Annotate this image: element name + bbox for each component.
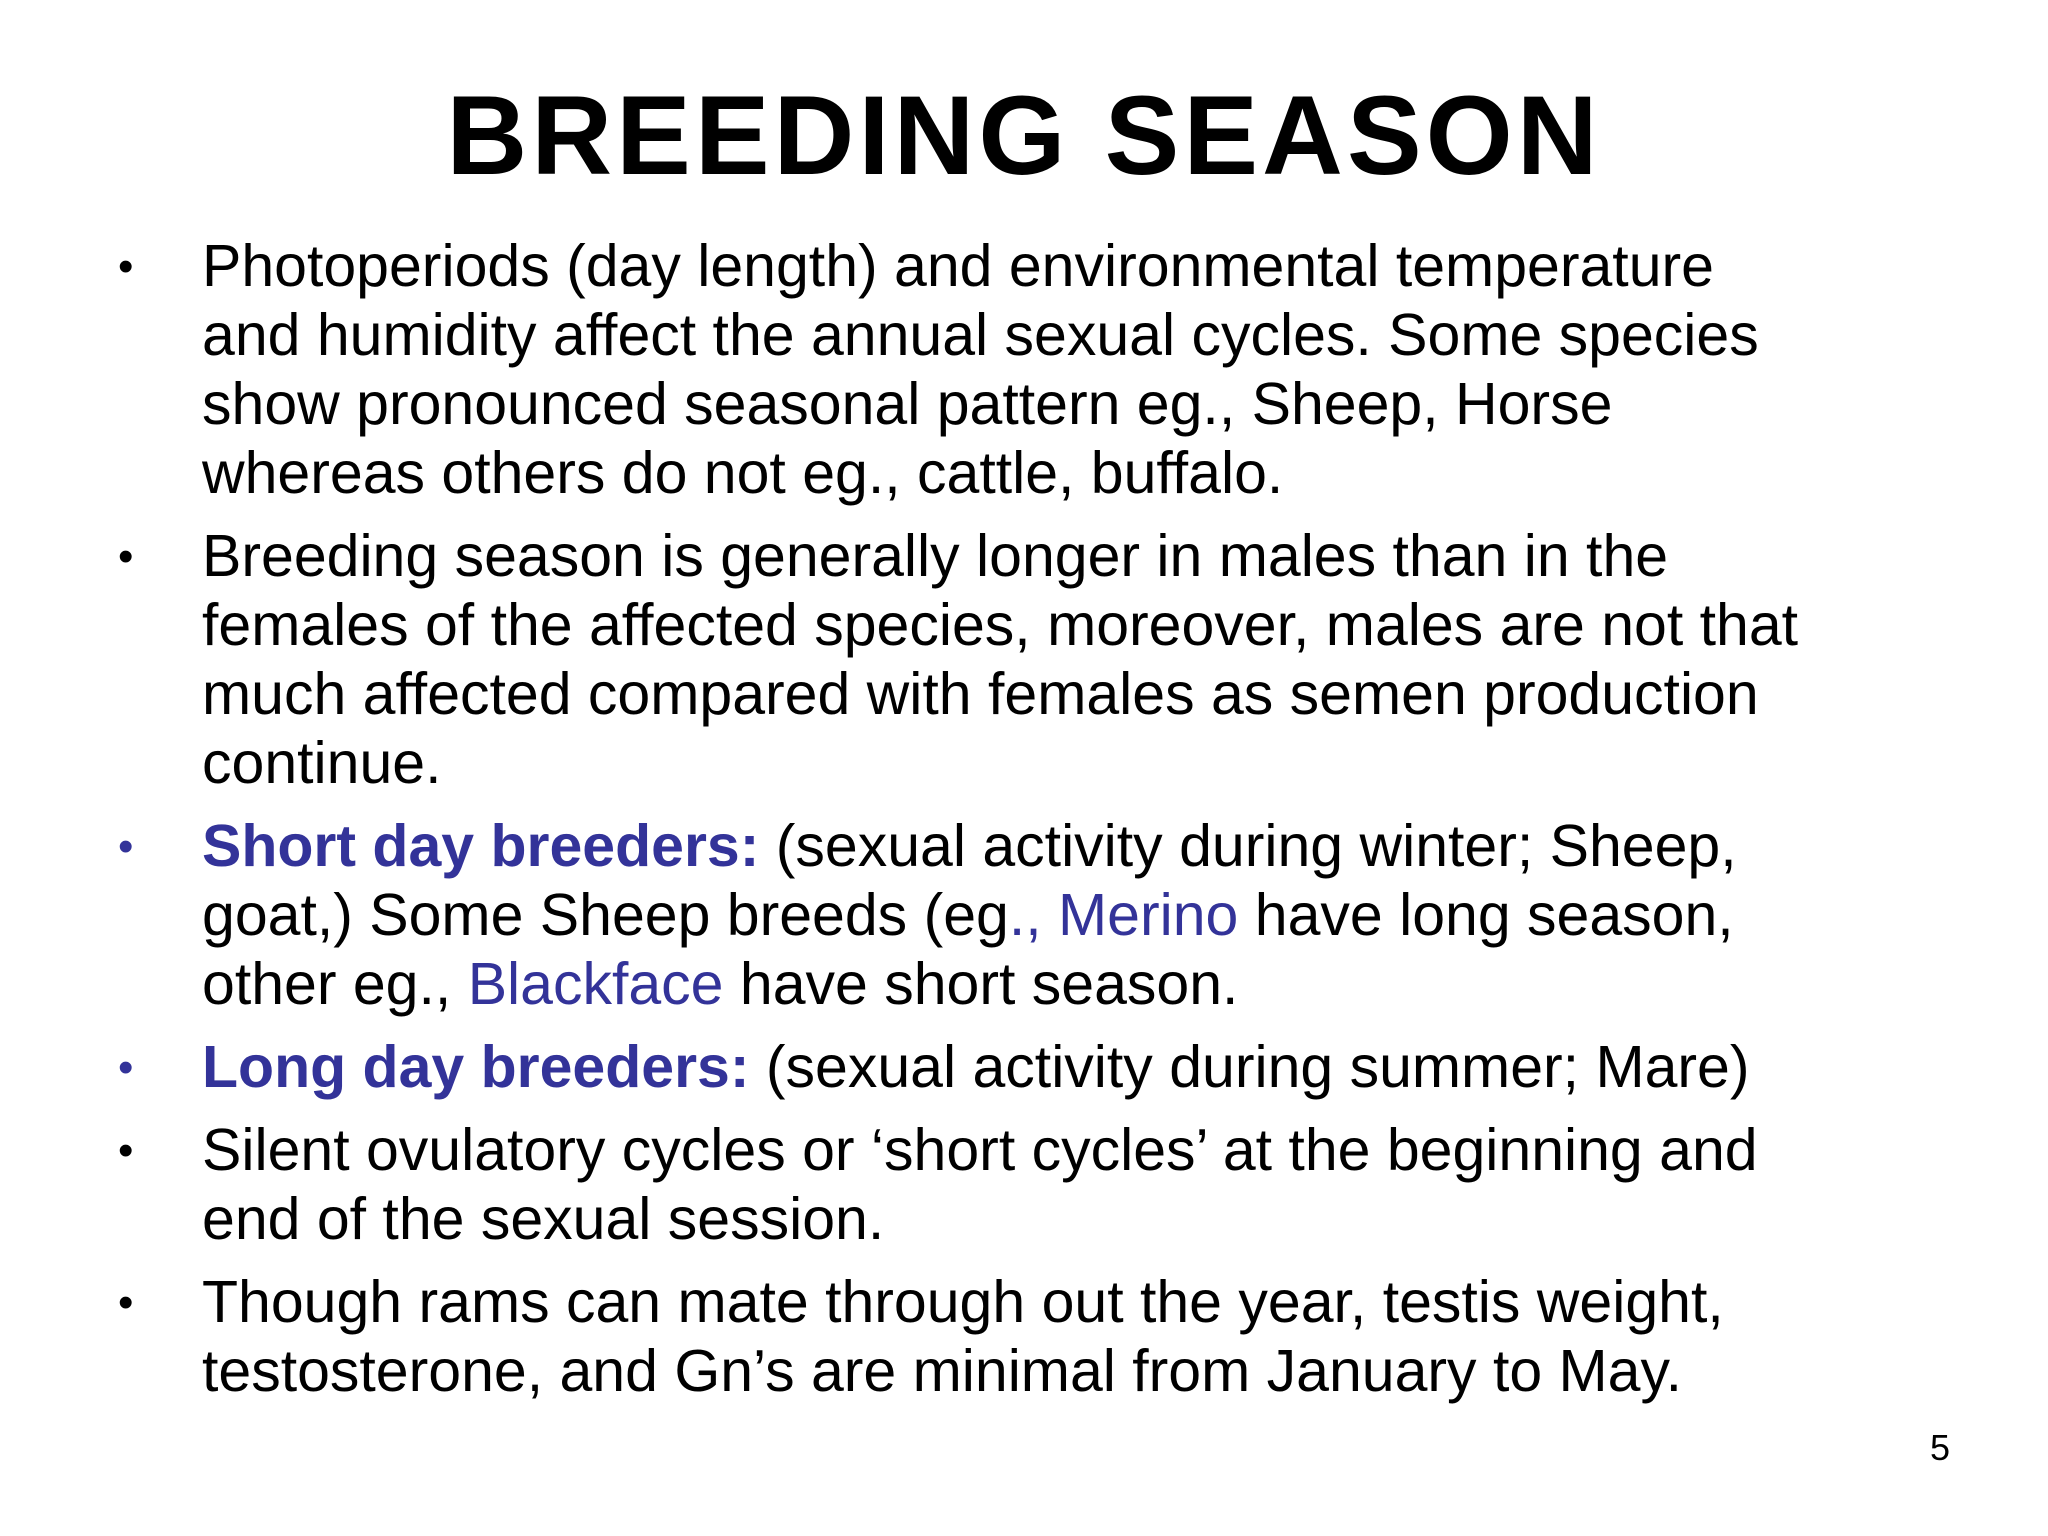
slide-title: BREEDING SEASON: [446, 73, 1602, 198]
breed-blackface: Blackface: [467, 951, 724, 1017]
bullet-text-line: show pronounced seasonal pattern eg., Sheep, Horse: [202, 371, 1613, 437]
bullet-text: have long season,: [1238, 882, 1734, 948]
bullet-text-line: Breeding season is generally longer in males than in the: [202, 523, 1669, 589]
bullet-marker: •: [118, 242, 134, 291]
bullet-text-line: females of the affected species, moreover, males are not that: [202, 592, 1799, 658]
bullet-item-photoperiods: [118, 232, 1948, 508]
bullet-marker: •: [118, 532, 134, 581]
bullet-text-line: [202, 881, 1948, 950]
bullet-text: (sexual activity during winter; Sheep,: [759, 813, 1737, 879]
bullet-marker: •: [118, 1278, 134, 1327]
bullet-text-line: testosterone, and Gn’s are minimal from January to May.: [202, 1338, 1683, 1404]
bullet-text: have short season.: [723, 951, 1239, 1017]
bullet-text: other eg.,: [202, 951, 468, 1017]
bullet-marker: •: [118, 1126, 134, 1175]
bullet-text-line: Silent ovulatory cycles or ‘short cycles’ at the beginning and: [202, 1117, 1758, 1183]
bullet-text-line: end of the sexual session.: [202, 1186, 885, 1252]
bullet-text-line: much affected compared with females as semen production: [202, 661, 1759, 727]
bullet-marker: •: [118, 1043, 134, 1092]
bullet-text: (sexual activity during summer; Mare): [749, 1034, 1750, 1100]
term-short-day-breeders: Short day breeders:: [202, 813, 760, 879]
bullet-text-line: [202, 812, 1948, 881]
bullet-text-line: whereas others do not eg., cattle, buffalo.: [202, 440, 1284, 506]
bullet-text-line: Photoperiods (day length) and environmental temperature: [202, 233, 1714, 299]
bullet-item-long-day-breeders: [118, 1033, 1948, 1102]
bullet-text: goat,) Some Sheep breeds (eg: [202, 882, 1009, 948]
bullet-marker: •: [118, 822, 134, 871]
page-number: 5: [1929, 1427, 1950, 1468]
bullet-text-line: [202, 950, 1948, 1019]
term-long-day-breeders: Long day breeders:: [202, 1034, 750, 1100]
bullet-text-line: and humidity affect the annual sexual cycles. Some species: [202, 302, 1759, 368]
bullet-list: [118, 232, 1948, 1420]
breed-merino: ., Merino: [1008, 882, 1239, 948]
bullet-text-line: [202, 1033, 1948, 1102]
bullet-item-males-breeding-season: [118, 522, 1948, 798]
bullet-text-line: Though rams can mate through out the year, testis weight,: [202, 1269, 1724, 1335]
bullet-item-short-day-breeders: [118, 812, 1948, 1019]
bullet-item-silent-cycles: [118, 1116, 1948, 1254]
bullet-item-rams: [118, 1268, 1948, 1406]
bullet-text-line: continue.: [202, 730, 442, 796]
